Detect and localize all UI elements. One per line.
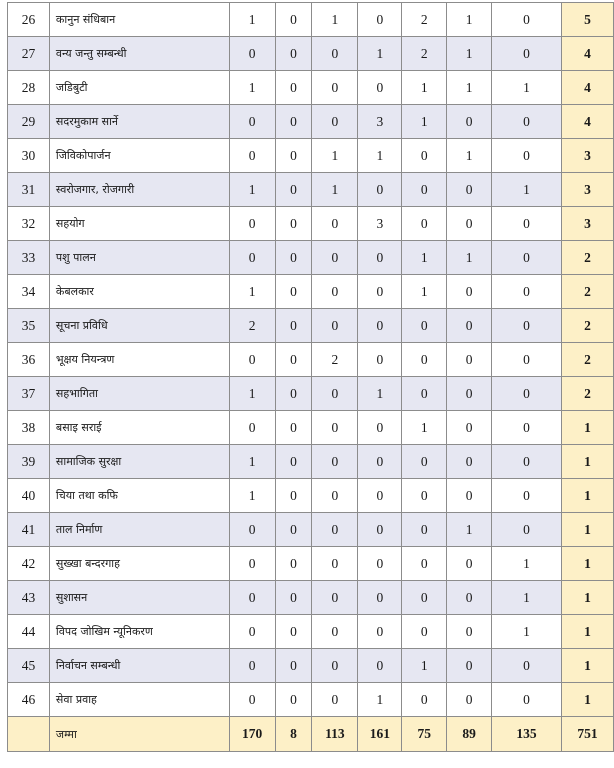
value-cell: 0 [447, 309, 492, 343]
row-total-cell: 3 [561, 139, 613, 173]
value-cell: 0 [229, 37, 275, 71]
table-row [8, 411, 614, 445]
value-cell: 1 [229, 445, 275, 479]
value-cell: 1 [447, 37, 492, 71]
value-cell: 0 [229, 139, 275, 173]
table-row [8, 37, 614, 71]
value-cell: 0 [275, 207, 312, 241]
value-cell: 0 [275, 581, 312, 615]
table-row [8, 649, 614, 683]
value-cell: 0 [229, 207, 275, 241]
value-cell: 0 [275, 649, 312, 683]
value-cell: 0 [275, 445, 312, 479]
value-cell: 0 [358, 445, 402, 479]
topic-cell: केबलकार [49, 275, 229, 309]
value-cell: 1 [229, 479, 275, 513]
value-cell: 0 [447, 649, 492, 683]
serial-number-cell: 40 [8, 479, 50, 513]
value-cell: 0 [358, 71, 402, 105]
column-total-cell: 89 [447, 717, 492, 752]
table-row [8, 241, 614, 275]
value-cell: 1 [492, 173, 562, 207]
value-cell: 0 [492, 411, 562, 445]
row-total-cell: 1 [561, 479, 613, 513]
topic-cell: स्वरोजगार, रोजगारी [49, 173, 229, 207]
topic-cell: जिविकोपार्जन [49, 139, 229, 173]
serial-number-cell: 36 [8, 343, 50, 377]
table-body [8, 3, 614, 752]
value-cell: 0 [402, 139, 447, 173]
table-row [8, 683, 614, 717]
value-cell: 1 [447, 139, 492, 173]
table-row [8, 445, 614, 479]
value-cell: 0 [312, 411, 358, 445]
value-cell: 0 [447, 479, 492, 513]
topic-cell: जडिबुटी [49, 71, 229, 105]
topic-cell: सहभागिता [49, 377, 229, 411]
topic-cell: सूचना प्रविधि [49, 309, 229, 343]
value-cell: 0 [312, 309, 358, 343]
value-cell: 0 [402, 377, 447, 411]
row-total-cell: 2 [561, 377, 613, 411]
serial-number-cell: 31 [8, 173, 50, 207]
value-cell: 0 [492, 445, 562, 479]
value-cell: 0 [229, 547, 275, 581]
total-label-cell: जम्मा [49, 717, 229, 752]
serial-number-cell: 38 [8, 411, 50, 445]
value-cell: 0 [402, 173, 447, 207]
value-cell: 0 [447, 207, 492, 241]
value-cell: 0 [492, 649, 562, 683]
table-row [8, 173, 614, 207]
serial-number-cell: 29 [8, 105, 50, 139]
value-cell: 1 [358, 377, 402, 411]
value-cell: 0 [447, 411, 492, 445]
value-cell: 2 [312, 343, 358, 377]
value-cell: 0 [312, 615, 358, 649]
value-cell: 0 [275, 615, 312, 649]
value-cell: 0 [402, 615, 447, 649]
serial-number-cell: 30 [8, 139, 50, 173]
value-cell: 0 [492, 343, 562, 377]
value-cell: 0 [312, 105, 358, 139]
row-total-cell: 1 [561, 547, 613, 581]
serial-number-cell: 45 [8, 649, 50, 683]
value-cell: 1 [229, 377, 275, 411]
row-total-cell: 3 [561, 207, 613, 241]
value-cell: 0 [358, 615, 402, 649]
value-cell: 0 [312, 649, 358, 683]
value-cell: 0 [275, 513, 312, 547]
value-cell: 0 [229, 513, 275, 547]
value-cell: 1 [447, 241, 492, 275]
topic-cell: सेवा प्रवाह [49, 683, 229, 717]
row-total-cell: 3 [561, 173, 613, 207]
row-total-cell: 2 [561, 241, 613, 275]
value-cell: 0 [275, 3, 312, 37]
value-cell: 0 [358, 275, 402, 309]
row-total-cell: 1 [561, 615, 613, 649]
table-row [8, 3, 614, 37]
table-row [8, 547, 614, 581]
value-cell: 0 [312, 207, 358, 241]
table-row [8, 513, 614, 547]
value-cell: 0 [447, 615, 492, 649]
value-cell: 1 [312, 173, 358, 207]
value-cell: 0 [358, 581, 402, 615]
value-cell: 0 [358, 479, 402, 513]
topic-cell: ताल निर्माण [49, 513, 229, 547]
value-cell: 0 [447, 173, 492, 207]
row-total-cell: 5 [561, 3, 613, 37]
column-total-cell: 161 [358, 717, 402, 752]
serial-number-cell: 43 [8, 581, 50, 615]
value-cell: 0 [275, 479, 312, 513]
value-cell: 1 [229, 71, 275, 105]
serial-number-cell: 44 [8, 615, 50, 649]
value-cell: 1 [358, 683, 402, 717]
row-total-cell: 1 [561, 411, 613, 445]
table-row [8, 479, 614, 513]
value-cell: 2 [402, 3, 447, 37]
value-cell: 1 [447, 513, 492, 547]
value-cell: 0 [312, 71, 358, 105]
serial-number-cell: 33 [8, 241, 50, 275]
row-total-cell: 4 [561, 71, 613, 105]
serial-number-cell: 46 [8, 683, 50, 717]
value-cell: 0 [275, 683, 312, 717]
row-total-cell: 1 [561, 581, 613, 615]
column-total-cell: 170 [229, 717, 275, 752]
value-cell: 0 [402, 207, 447, 241]
value-cell: 0 [447, 105, 492, 139]
value-cell: 0 [312, 547, 358, 581]
column-total-cell: 75 [402, 717, 447, 752]
value-cell: 0 [312, 37, 358, 71]
value-cell: 0 [229, 241, 275, 275]
value-cell: 0 [229, 581, 275, 615]
table-row [8, 343, 614, 377]
value-cell: 0 [275, 309, 312, 343]
table-row [8, 71, 614, 105]
value-cell: 1 [447, 71, 492, 105]
table-row [8, 615, 614, 649]
serial-number-cell: 39 [8, 445, 50, 479]
value-cell: 0 [492, 207, 562, 241]
column-total-cell: 113 [312, 717, 358, 752]
topic-cell: निर्वाचन सम्बन्धी [49, 649, 229, 683]
value-cell: 1 [492, 71, 562, 105]
topic-cell: सुशासन [49, 581, 229, 615]
table-row [8, 377, 614, 411]
value-cell: 0 [312, 581, 358, 615]
topic-cell: चिया तथा कफि [49, 479, 229, 513]
topic-cell: पशु पालन [49, 241, 229, 275]
serial-number-cell: 41 [8, 513, 50, 547]
total-row-blank-cell [8, 717, 50, 752]
value-cell: 0 [447, 445, 492, 479]
value-cell: 0 [312, 479, 358, 513]
value-cell: 0 [275, 343, 312, 377]
value-cell: 0 [229, 683, 275, 717]
value-cell: 2 [229, 309, 275, 343]
value-cell: 1 [229, 3, 275, 37]
topic-cell: वन्य जन्तु सम्बन्धी [49, 37, 229, 71]
value-cell: 0 [402, 479, 447, 513]
row-total-cell: 4 [561, 105, 613, 139]
value-cell: 1 [229, 173, 275, 207]
row-total-cell: 2 [561, 343, 613, 377]
value-cell: 0 [492, 241, 562, 275]
value-cell: 1 [492, 615, 562, 649]
value-cell: 1 [402, 71, 447, 105]
total-row [8, 717, 614, 752]
topic-cell: भूक्षय नियन्त्रण [49, 343, 229, 377]
table-row [8, 139, 614, 173]
value-cell: 0 [312, 241, 358, 275]
serial-number-cell: 27 [8, 37, 50, 71]
serial-number-cell: 42 [8, 547, 50, 581]
topic-cell: विपद जोखिम न्यूनिकरण [49, 615, 229, 649]
value-cell: 1 [402, 241, 447, 275]
value-cell: 0 [312, 377, 358, 411]
value-cell: 1 [402, 105, 447, 139]
value-cell: 0 [358, 547, 402, 581]
value-cell: 1 [312, 3, 358, 37]
value-cell: 0 [358, 343, 402, 377]
value-cell: 0 [492, 309, 562, 343]
value-cell: 0 [229, 343, 275, 377]
column-total-cell: 8 [275, 717, 312, 752]
serial-number-cell: 28 [8, 71, 50, 105]
data-table [7, 2, 614, 752]
table-row [8, 105, 614, 139]
value-cell: 0 [275, 377, 312, 411]
value-cell: 1 [447, 3, 492, 37]
row-total-cell: 1 [561, 683, 613, 717]
value-cell: 1 [492, 581, 562, 615]
value-cell: 1 [229, 275, 275, 309]
value-cell: 0 [492, 37, 562, 71]
value-cell: 0 [229, 105, 275, 139]
value-cell: 0 [358, 411, 402, 445]
value-cell: 0 [492, 513, 562, 547]
value-cell: 0 [492, 139, 562, 173]
topic-cell: सामाजिक सुरक्षा [49, 445, 229, 479]
value-cell: 0 [275, 139, 312, 173]
topic-cell: सदरमुकाम सार्ने [49, 105, 229, 139]
row-total-cell: 4 [561, 37, 613, 71]
topic-cell: बसाइ सराई [49, 411, 229, 445]
value-cell: 0 [447, 343, 492, 377]
serial-number-cell: 26 [8, 3, 50, 37]
value-cell: 0 [275, 105, 312, 139]
value-cell: 0 [275, 241, 312, 275]
value-cell: 1 [402, 649, 447, 683]
value-cell: 0 [447, 683, 492, 717]
value-cell: 0 [275, 71, 312, 105]
value-cell: 0 [312, 683, 358, 717]
row-total-cell: 2 [561, 275, 613, 309]
value-cell: 0 [312, 445, 358, 479]
value-cell: 0 [492, 275, 562, 309]
value-cell: 0 [275, 275, 312, 309]
value-cell: 1 [402, 275, 447, 309]
table-row [8, 581, 614, 615]
value-cell: 2 [402, 37, 447, 71]
value-cell: 0 [358, 309, 402, 343]
table-row [8, 309, 614, 343]
row-total-cell: 1 [561, 649, 613, 683]
value-cell: 0 [447, 547, 492, 581]
value-cell: 1 [312, 139, 358, 173]
value-cell: 1 [358, 37, 402, 71]
value-cell: 0 [402, 445, 447, 479]
value-cell: 1 [402, 411, 447, 445]
value-cell: 0 [447, 275, 492, 309]
value-cell: 0 [358, 173, 402, 207]
value-cell: 0 [447, 581, 492, 615]
serial-number-cell: 37 [8, 377, 50, 411]
value-cell: 0 [229, 649, 275, 683]
value-cell: 3 [358, 105, 402, 139]
value-cell: 0 [492, 105, 562, 139]
serial-number-cell: 34 [8, 275, 50, 309]
value-cell: 0 [312, 275, 358, 309]
value-cell: 0 [492, 479, 562, 513]
serial-number-cell: 35 [8, 309, 50, 343]
serial-number-cell: 32 [8, 207, 50, 241]
row-total-cell: 2 [561, 309, 613, 343]
value-cell: 0 [358, 513, 402, 547]
topic-cell: सुख्खा बन्दरगाह [49, 547, 229, 581]
value-cell: 0 [492, 3, 562, 37]
value-cell: 0 [492, 377, 562, 411]
value-cell: 0 [275, 37, 312, 71]
value-cell: 0 [402, 547, 447, 581]
value-cell: 0 [275, 547, 312, 581]
value-cell: 0 [312, 513, 358, 547]
value-cell: 0 [358, 241, 402, 275]
topic-cell: सहयोग [49, 207, 229, 241]
grand-total-cell: 751 [561, 717, 613, 752]
value-cell: 0 [275, 173, 312, 207]
column-total-cell: 135 [492, 717, 562, 752]
value-cell: 0 [402, 343, 447, 377]
value-cell: 0 [402, 581, 447, 615]
value-cell: 0 [358, 3, 402, 37]
value-cell: 0 [492, 683, 562, 717]
value-cell: 0 [447, 377, 492, 411]
value-cell: 0 [229, 411, 275, 445]
value-cell: 0 [275, 411, 312, 445]
row-total-cell: 1 [561, 513, 613, 547]
topic-cell: कानुन संधिबान [49, 3, 229, 37]
value-cell: 0 [358, 649, 402, 683]
value-cell: 0 [402, 683, 447, 717]
value-cell: 0 [402, 513, 447, 547]
value-cell: 0 [402, 309, 447, 343]
table-row [8, 275, 614, 309]
value-cell: 0 [229, 615, 275, 649]
value-cell: 1 [358, 139, 402, 173]
value-cell: 3 [358, 207, 402, 241]
row-total-cell: 1 [561, 445, 613, 479]
table-row [8, 207, 614, 241]
value-cell: 1 [492, 547, 562, 581]
